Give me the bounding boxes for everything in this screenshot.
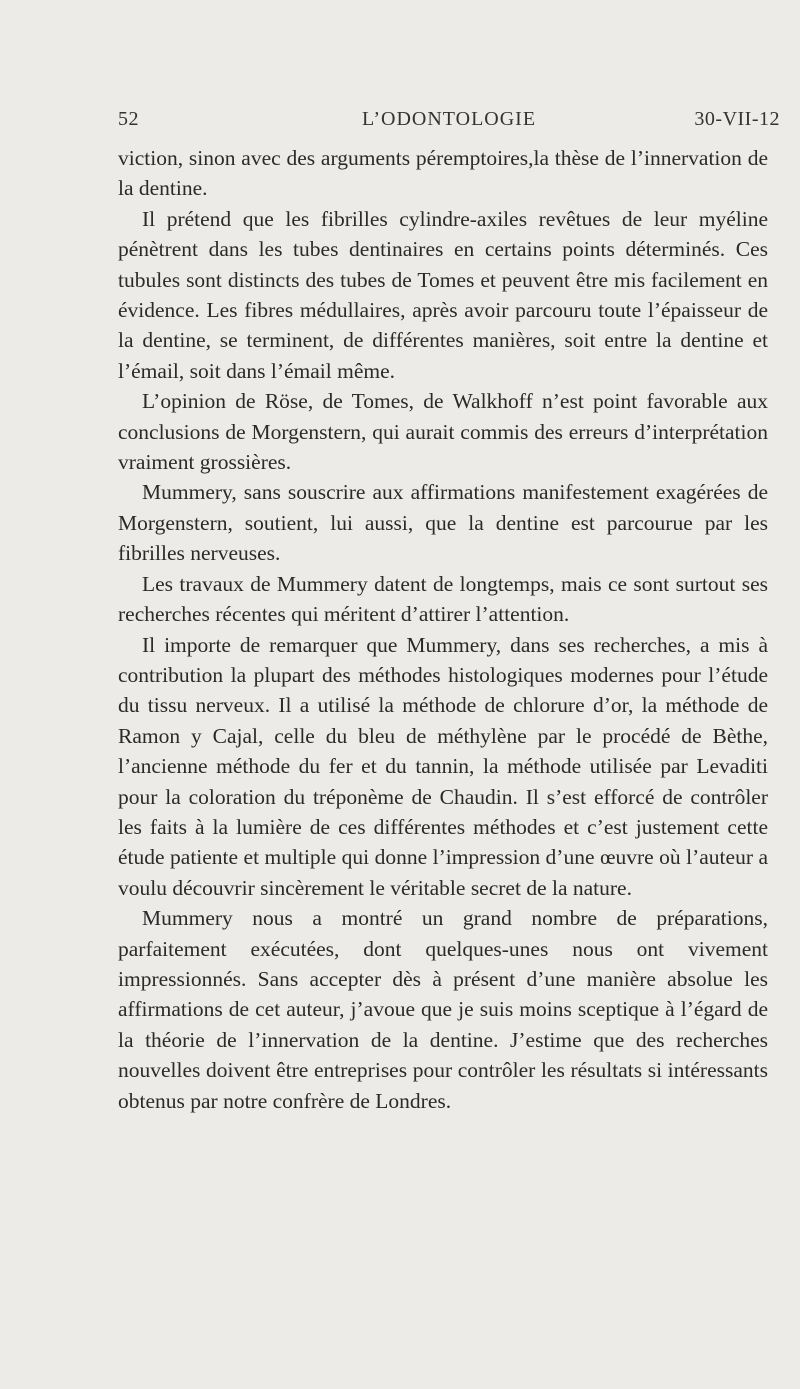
page-number: 52: [118, 108, 139, 130]
body-text: [118, 143, 768, 1116]
paragraph: Il prétend que les fibrilles cylindre-axiles revêtues de leur myéline pénètrent dans les tubes dentinaires en certains points déterminés. Ces tubules sont distincts des tubes de Tomes et peuvent être mis facilement en évidence. Les fibres médullaires, après avoir parcouru toute l’épaisseur de la dentine, se terminent, de différentes manières, soit entre la dentine et l’émail, soit dans l’émail même.: [118, 206, 768, 383]
paragraph: Mummery nous a montré un grand nombre de préparations, parfaitement exécutées, dont quelques-unes nous ont vivement impressionnés. Sans accepter dès à présent d’une manière absolue les affirmations de cet auteur, j’avoue que je suis moins sceptique à l’égard de la théorie de l’innervation de la dentine. J’estime que des recherches nouvelles doivent être entreprises pour contrôler les résultats si intéressants obtenus par notre confrère de Londres.: [118, 906, 768, 1113]
paragraph: L’opinion de Röse, de Tomes, de Walkhoff n’est point favorable aux conclusions de Morgenstern, qui aurait commis des erreurs d’interprétation vraiment grossières.: [118, 389, 768, 475]
paragraph-continued: viction, sinon avec des arguments péremptoires,la thèse de l’innervation de la dentine.: [118, 146, 768, 201]
issue-date: 30-VII-12: [694, 108, 780, 130]
paragraph: Il importe de remarquer que Mummery, dans ses recherches, a mis à contribution la plupart des méthodes histologiques modernes pour l’étude du tissu nerveux. Il a utilisé la méthode de chlorure d’or, la méthode de Ramon y Cajal, celle du bleu de méthylène par le procédé de Bèthe, l’ancienne méthode du fer et du tannin, la méthode utilisée par Levaditi pour la coloration du tréponème de Chaudin. Il s’est efforcé de contrôler les faits à la lumière de ces différentes méthodes et c’est justement cette étude patiente et multiple qui donne l’impression d’une œuvre où l’auteur a voulu découvrir sincèrement le véritable secret de la nature.: [118, 632, 768, 900]
paragraph: Mummery, sans souscrire aux affirmations manifestement exagérées de Morgenstern, soutient, lui aussi, que la dentine est parcourue par les fibrilles nerveuses.: [118, 480, 768, 566]
running-title: L’ODONTOLOGIE: [361, 108, 537, 130]
paragraph: Les travaux de Mummery datent de longtemps, mais ce sont surtout ses recherches récentes qui méritent d’attirer l’attention.: [118, 571, 768, 627]
running-header: [118, 108, 780, 140]
